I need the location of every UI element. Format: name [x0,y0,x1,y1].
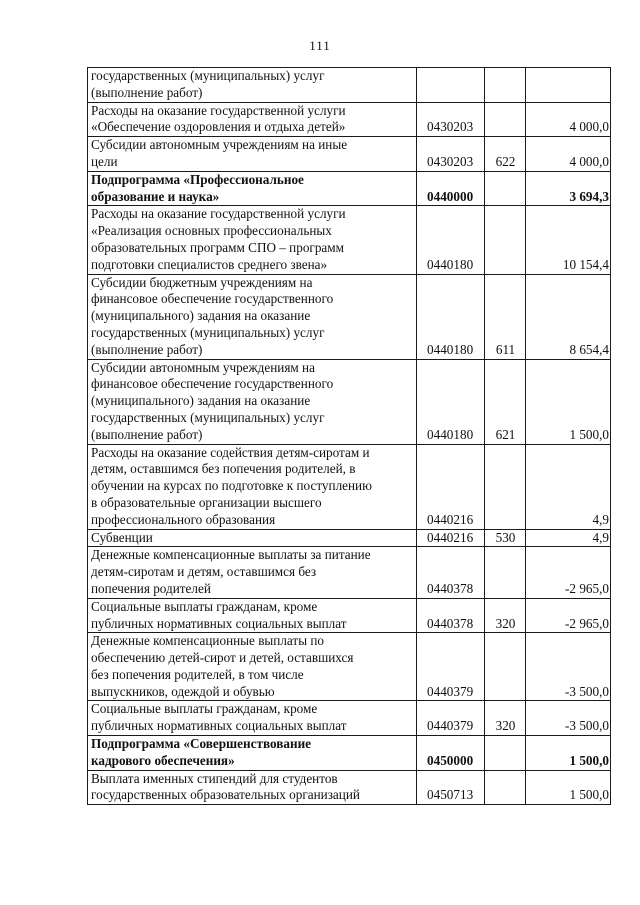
table-row [88,359,611,444]
amount-text: 1 500,0 [569,787,609,803]
expense-name-cell [88,547,417,598]
target-code-text: 0440000 [427,188,474,204]
expense-type-cell [485,701,526,736]
expense-type-cell [485,598,526,633]
expense-type-cell [485,359,526,444]
target-code-cell [417,102,485,137]
amount-cell [526,444,611,529]
amount-text: 8 654,4 [569,341,609,357]
amount-text: 4,9 [592,529,609,545]
target-code-text: 0430203 [427,153,474,169]
expense-type-cell [485,529,526,547]
target-code-cell [417,137,485,172]
expense-name-text: Субсидии автономным учреждениям на иные цели [91,137,348,169]
table-row [88,529,611,547]
table-row [88,598,611,633]
target-code-text: 0440379 [427,683,474,699]
amount-text: 4 000,0 [569,153,609,169]
target-code-cell [417,206,485,274]
expense-name-text: Субсидии автономным учреждениям на финансовое обеспечение государственного (муниципального) задания на оказание государственных (муниципальных) услуг (выполнение работ) [91,359,334,442]
expense-name-cell [88,444,417,529]
expense-type-cell [485,736,526,771]
expense-name-text: Субсидии бюджетным учреждениям на финансовое обеспечение государственного (муниципального) задания на оказание государственных (муниципальных) услуг (выполнение работ) [91,274,334,357]
expense-type-cell [485,770,526,805]
amount-cell [526,359,611,444]
amount-cell [526,770,611,805]
table-row [88,274,611,359]
expense-type-cell [485,547,526,598]
amount-text: -3 500,0 [565,683,609,699]
amount-cell [526,736,611,771]
expense-name-text: Субвенции [91,529,153,545]
amount-cell [526,547,611,598]
expense-name-text: Денежные компенсационные выплаты по обеспечению детей-сирот и детей, оставшихся без попечения родителей, в том числе выпускников, одеждой и обувью [91,633,354,699]
expense-type-cell [485,102,526,137]
expense-name-cell [88,102,417,137]
expense-name-text: Социальные выплаты гражданам, кроме публичных нормативных социальных выплат [91,598,347,631]
expense-name-cell [88,171,417,206]
subprogram-row [88,171,611,206]
amount-cell [526,701,611,736]
expense-name-cell [88,206,417,274]
table-row [88,547,611,598]
target-code-text: 0440180 [427,341,474,357]
target-code-text: 0440180 [427,256,474,272]
target-code-cell [417,736,485,771]
subprogram-row [88,736,611,771]
expense-name-text: Расходы на оказание государственной услуги «Реализация основных профессиональных образовательных программ СПО – программ подготовки специалистов среднего звена» [91,206,346,272]
expense-name-cell [88,701,417,736]
target-code-text: 0440379 [427,718,474,734]
expense-type-cell [485,633,526,701]
table-row [88,102,611,137]
expense-name-cell [88,529,417,547]
amount-cell [526,206,611,274]
expense-name-text: Денежные компенсационные выплаты за питание детям-сиротам и детям, оставшимся без попечения родителей [91,547,371,596]
expense-name-text: Подпрограмма «Совершенствование кадрового обеспечения» [91,736,312,768]
expense-type-text: 621 [495,426,516,442]
expense-name-cell [88,68,417,103]
target-code-text: 0440378 [427,580,474,596]
expense-type-text: 622 [495,153,516,169]
expense-name-cell [88,274,417,359]
target-code-text: 0440378 [427,615,474,631]
expense-type-cell [485,444,526,529]
expense-type-text: 530 [495,529,516,545]
amount-cell [526,68,611,103]
expense-type-cell [485,68,526,103]
target-code-cell [417,701,485,736]
target-code-cell [417,171,485,206]
expense-name-text: Расходы на оказание государственной услуги «Обеспечение оздоровления и отдыха детей» [91,102,346,135]
expense-type-text: 320 [495,718,516,734]
amount-text: -2 965,0 [565,580,609,596]
target-code-cell [417,68,485,103]
target-code-cell [417,274,485,359]
amount-text: 1 500,0 [569,752,609,768]
target-code-cell [417,529,485,547]
target-code-cell [417,444,485,529]
expense-name-cell [88,598,417,633]
expense-name-cell [88,633,417,701]
amount-cell [526,171,611,206]
expense-name-text: Социальные выплаты гражданам, кроме публичных нормативных социальных выплат [91,701,347,734]
table-row [88,68,611,103]
amount-text: -2 965,0 [565,615,609,631]
target-code-text: 0440216 [427,529,474,545]
target-code-text: 0440216 [427,511,474,527]
target-code-cell [417,547,485,598]
expense-type-cell [485,206,526,274]
expense-type-text: 611 [495,341,516,357]
expense-name-text: Расходы на оказание содействия детям-сиротам и детям, оставшимся без попечения родителей, в обучении на курсах по подготовке к поступлению в образовательные организации высшего профессионального образования [91,444,372,527]
expense-name-text: Выплата именных стипендий для студентов государственных образовательных организаций [91,770,360,803]
amount-cell [526,633,611,701]
table-row [88,206,611,274]
amount-cell [526,529,611,547]
expense-name-cell [88,736,417,771]
table-row [88,444,611,529]
expense-type-cell [485,137,526,172]
page-number: 111 [309,38,331,53]
expense-name-cell [88,770,417,805]
target-code-cell [417,359,485,444]
amount-cell [526,137,611,172]
expense-type-cell [485,274,526,359]
table-row [88,137,611,172]
budget-table-body [88,68,611,805]
table-row [88,701,611,736]
target-code-text: 0450713 [427,787,474,803]
expense-name-text: государственных (муниципальных) услуг (выполнение работ) [91,68,325,100]
budget-table [87,67,611,805]
table-row [88,633,611,701]
target-code-text: 0450000 [427,752,474,768]
amount-text: 10 154,4 [562,256,609,272]
expense-name-cell [88,137,417,172]
amount-text: -3 500,0 [565,718,609,734]
expense-name-cell [88,359,417,444]
amount-text: 4 000,0 [569,119,609,135]
expense-name-text: Подпрограмма «Профессиональное образование и наука» [91,171,304,204]
target-code-text: 0440180 [427,426,474,442]
amount-text: 4,9 [592,511,609,527]
target-code-text: 0430203 [427,119,474,135]
table-row [88,770,611,805]
amount-cell [526,598,611,633]
target-code-cell [417,770,485,805]
amount-text: 3 694,3 [569,188,609,204]
amount-cell [526,274,611,359]
amount-cell [526,102,611,137]
amount-text: 1 500,0 [569,426,609,442]
target-code-cell [417,598,485,633]
expense-type-cell [485,171,526,206]
target-code-cell [417,633,485,701]
expense-type-text: 320 [495,615,516,631]
